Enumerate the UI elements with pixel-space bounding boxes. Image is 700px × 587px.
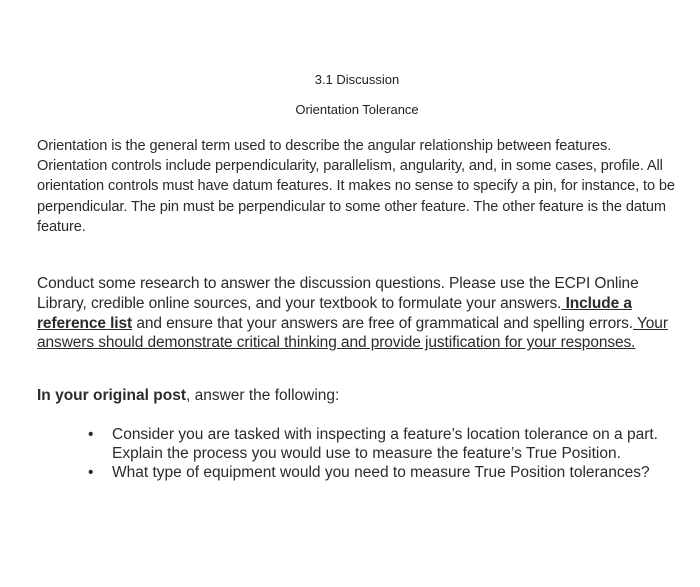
list-item bbox=[84, 426, 664, 463]
instructions-text-continued: and ensure that your answers are free of grammatical and spelling errors. bbox=[132, 314, 634, 332]
discussion-title: 3.1 Discussion bbox=[314, 72, 400, 87]
bullet-icon: • bbox=[88, 426, 94, 443]
question-text: What type of equipment would you need to measure True Position tolerances? bbox=[112, 464, 650, 481]
instructions-text: Conduct some research to answer the discussion questions. Please use the ECPI Online Library, credible online sources, and your textbook to formulate your answers. bbox=[37, 275, 639, 312]
instructions-paragraph bbox=[37, 274, 677, 353]
discussion-subtitle: Orientation Tolerance bbox=[295, 102, 419, 117]
intro-paragraph: Orientation is the general term used to describe the angular relationship between features. Orientation controls include perpendicularity, parallelism, angularity, and, in some cases, profile. All orientation controls must have datum features. It makes no sense to specify a pin, for instance, to be perpendicular. The pin must be perpendicular to some other feature. The other feature is the datum feature. bbox=[37, 138, 675, 235]
original-post-instruction: , answer the following: bbox=[185, 387, 340, 404]
original-post-prompt bbox=[37, 386, 339, 406]
reference-list-requirement: Include a reference list bbox=[37, 294, 632, 332]
question-text: Consider you are tasked with inspecting a feature’s location tolerance on a part. Explain the process you would use to measure the feature’s True Position. bbox=[112, 426, 658, 462]
original-post-label: In your original post bbox=[37, 387, 186, 404]
critical-thinking-requirement: Your answers should demonstrate critical thinking and provide justification for your responses. bbox=[37, 314, 668, 352]
question-list bbox=[84, 426, 664, 483]
list-item bbox=[84, 464, 664, 483]
bullet-icon: • bbox=[88, 464, 94, 481]
